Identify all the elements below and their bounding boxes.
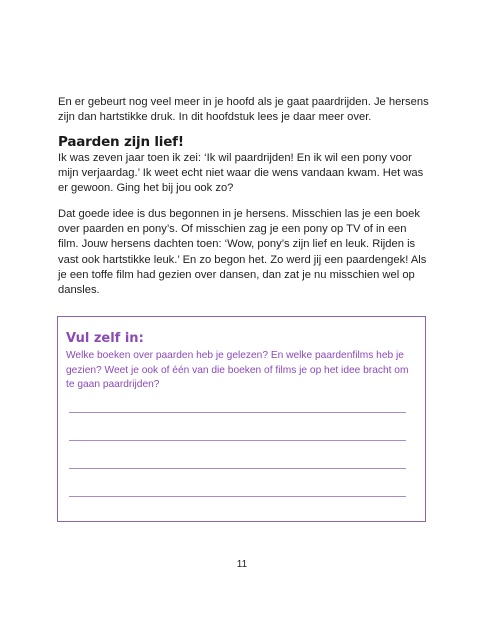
answer-line[interactable] (69, 440, 406, 441)
answer-line[interactable] (69, 496, 406, 497)
exercise-title: Vul zelf in: (66, 331, 144, 346)
body-paragraph-2: Dat goede idee is dus begonnen in je hersens. Misschien las je een boek over paarden en pony’s. Of misschien zag je een pony op TV of in een film. Jouw hersens dachten toen: ‘Wow, pony’s zijn lief en leuk. Rijden is vast ook hartstikke leuk.’ En zo begon het. Zo werd jij een paardengek! Als je een toffe film had gezien over dansen, dan zat je nu misschien wel op dansles. (58, 208, 427, 297)
page-number: 11 (236, 559, 248, 570)
exercise-box (57, 316, 426, 522)
intro-paragraph: En er gebeurt nog veel meer in je hoofd als je gaat paardrijden. Je hersens zijn dan hartstikke druk. In dit hoofdstuk lees je daar meer over. (58, 96, 429, 124)
body-paragraph-1: Ik was zeven jaar toen ik zei: ‘Ik wil paardrijden! En ik wil een pony voor mijn verjaardag.’ Ik weet echt niet waar die wens vandaan kwam. Het was er gewoon. Ging het bij jou ook zo? (58, 152, 424, 195)
answer-line[interactable] (69, 468, 406, 469)
answer-line[interactable] (69, 412, 406, 413)
section-heading: Paarden zijn lief! (58, 134, 184, 150)
exercise-question: Welke boeken over paarden heb je gelezen? En welke paardenfilms heb je gezien? Weet je ook of één van die boeken of films je op het idee bracht om te gaan paardrijden? (66, 350, 409, 391)
